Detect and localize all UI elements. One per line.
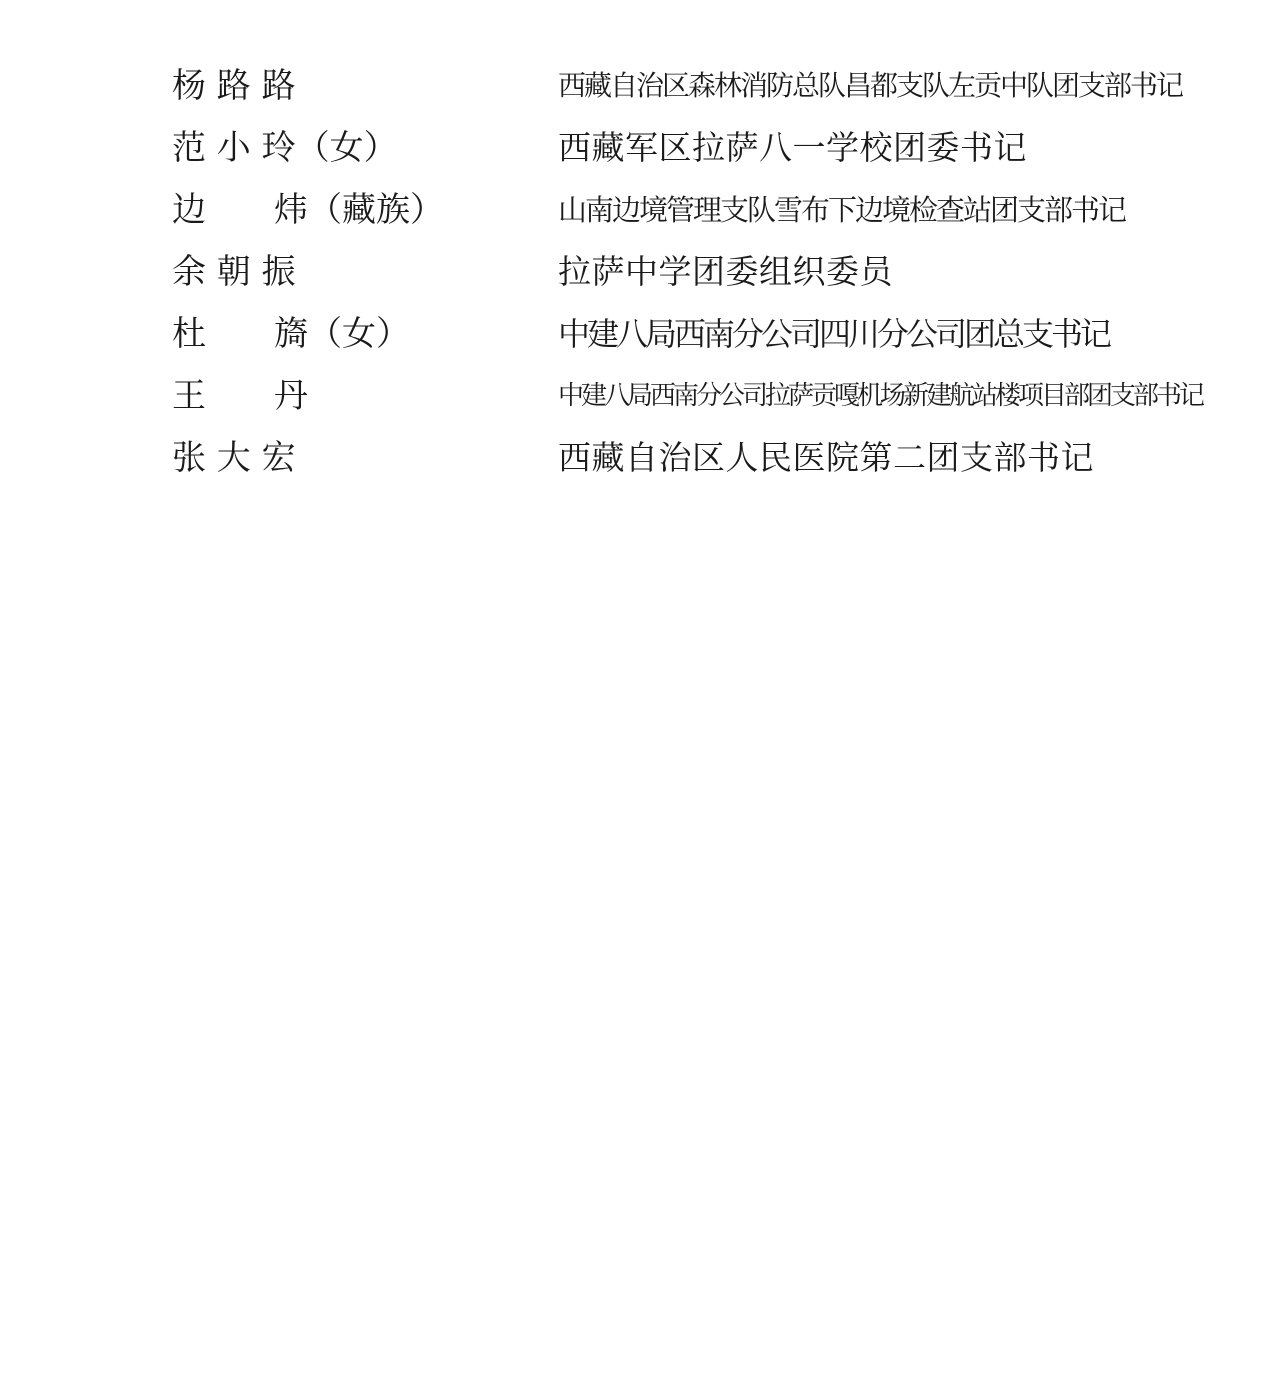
roster-row — [0, 122, 1280, 184]
roster-row — [0, 370, 1280, 432]
person-position: 拉萨中学团委组织委员 — [558, 252, 893, 291]
person-position: 西藏自治区森林消防总队昌都支队左贡中队团支部书记 — [558, 69, 1183, 102]
person-position: 中建八局西南分公司拉萨贡嘎机场新建航站楼项目部团支部书记 — [558, 381, 1203, 411]
person-position: 西藏自治区人民医院第二团支部书记 — [558, 438, 1094, 477]
roster-row — [0, 60, 1280, 122]
person-name: 张 大 宏 — [172, 438, 296, 478]
person-name: 王 丹 — [172, 376, 308, 416]
roster-list — [0, 60, 1280, 494]
person-position: 西藏军区拉萨八一学校团委书记 — [558, 128, 1027, 167]
person-position: 中建八局西南分公司四川分公司团总支书记 — [558, 315, 1110, 353]
roster-row — [0, 184, 1280, 246]
person-name: 边 炜（藏族） — [172, 190, 444, 230]
person-name: 余 朝 振 — [172, 252, 296, 292]
roster-row — [0, 432, 1280, 494]
roster-row — [0, 246, 1280, 308]
person-name: 杨 路 路 — [172, 66, 296, 106]
person-position: 山南边境管理支队雪布下边境检查站团支部书记 — [558, 193, 1126, 227]
roster-row — [0, 308, 1280, 370]
person-name: 杜 旖（女） — [172, 314, 410, 354]
person-name: 范 小 玲（女） — [172, 128, 398, 168]
